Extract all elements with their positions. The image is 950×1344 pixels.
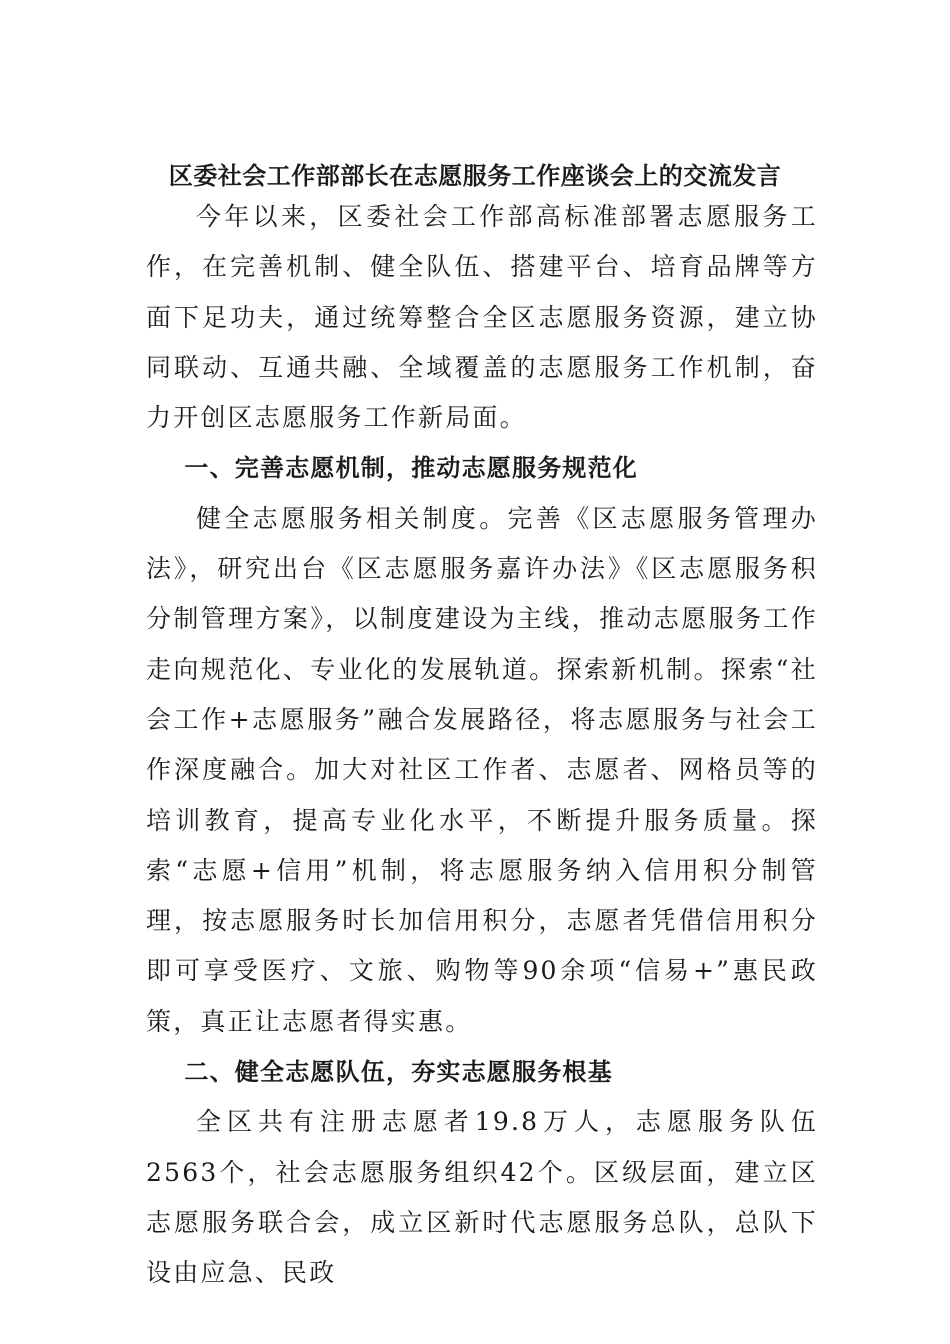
document-body [146,192,818,1299]
document-title: 区委社会工作部部长在志愿服务工作座谈会上的交流发言 [168,162,782,190]
section-heading-1: 一、完善志愿机制，推动志愿服务规范化 [184,454,638,483]
intro-paragraph: 今年以来，区委社会工作部高标准部署志愿服务工作，在完善机制、健全队伍、搭建平台、培育品牌等方面下足功夫，通过统筹整合全区志愿服务资源，建立协同联动、互通共融、全域覆盖的志愿服务工作机制，奋力开创区志愿服务工作新局面。 [146,202,818,433]
section-2-paragraph: 全区共有注册志愿者19.8万人，志愿服务队伍2563个，社会志愿服务组织42个。区级层面，建立区志愿服务联合会，成立区新时代志愿服务总队，总队下设由应急、民政 [146,1107,818,1288]
section-heading-2: 二、健全志愿队伍，夯实志愿服务根基 [184,1058,613,1087]
section-1-paragraph: 健全志愿服务相关制度。完善《区志愿服务管理办法》，研究出台《区志愿服务嘉许办法》《区志愿服务积分制管理方案》，以制度建设为主线，推动志愿服务工作走向规范化、专业化的发展轨道。探索新机制。探索“社会工作+志愿服务”融合发展路径，将志愿服务与社会工作深度融合。加大对社区工作者、志愿者、网格员等的培训教育，提高专业化水平，不断提升服务质量。探索“志愿+信用”机制，将志愿服务纳入信用积分制管理，按志愿服务时长加信用积分，志愿者凭借信用积分即可享受医疗、文旅、购物等90余项“信易+”惠民政策，真正让志愿者得实惠。 [146,503,818,1036]
